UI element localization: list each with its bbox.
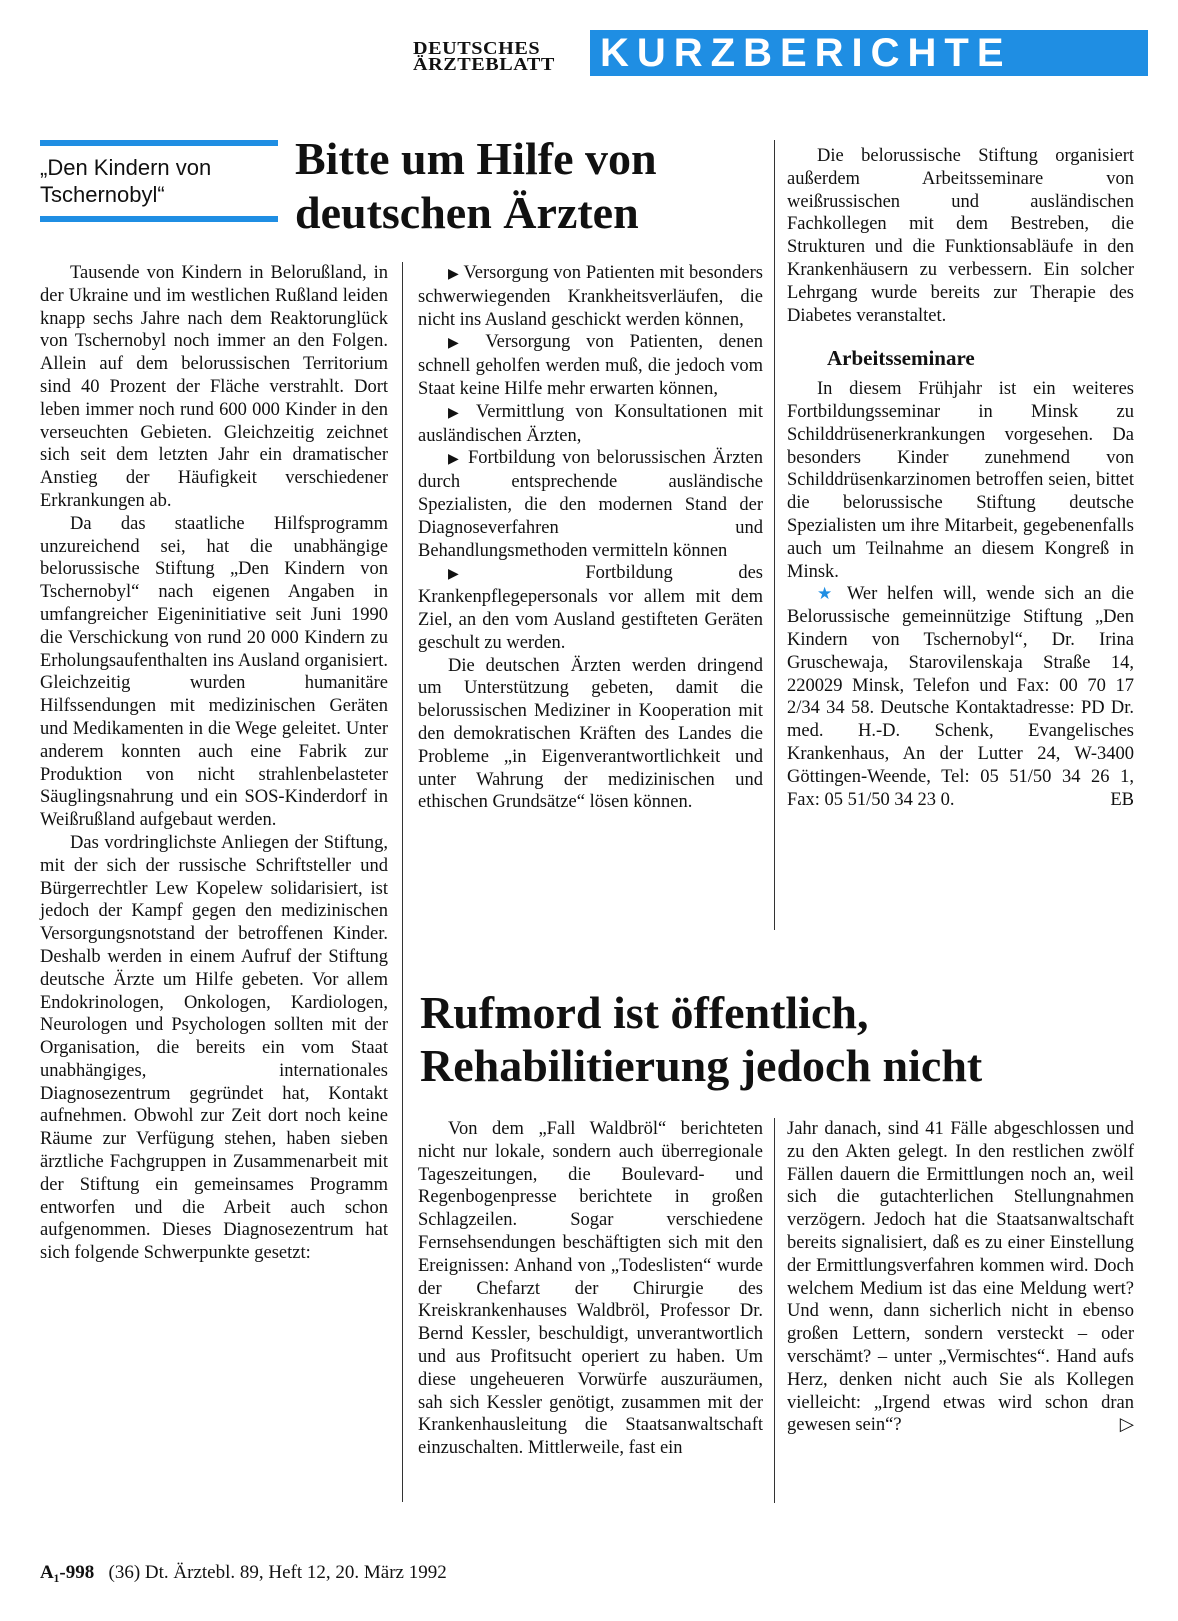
arrow-bullet-icon: ▶ [448, 335, 470, 352]
paragraph: Da das staatliche Hilfsprogramm unzureichend sei, hat die unabhängige belorussische Stiftung „Den Kindern von Tschernobyl“ nach eigenen Angaben in umfangreicher Eigeninitiative seit Juni 1990 die Verschickung von rund 20 000 Kindern zu Erholungsaufenthalten ins Ausland organisiert. Gleichzeitig wurden humanitäre Hilfssendungen mit medizinischen Geräten und Medikamenten in die Wege geleitet. Unter anderem konnten auch eine Fabrik zur Produktion von nicht strahlenbelasteter Säuglingsnahrung und ein SOS-Kinderdorf in Weißrußland aufgebaut werden. [40, 513, 388, 831]
bullet-item [418, 262, 763, 331]
bullet-item [418, 447, 763, 562]
paragraph: Die deutschen Ärzten werden dringend um Unterstützung gebeten, damit die belorussischen Mediziner in Kooperation mit den demokratischen Kräften des Landes die Probleme „in Eigenverantwortlichkeit und unter Wahrung der medizinischen und ethischen Grundsätze“ lösen können. [418, 655, 763, 813]
section-banner: KURZBERICHTE [590, 30, 1148, 76]
arrow-bullet-icon: ▶ [448, 451, 462, 468]
journal-logo [413, 40, 592, 72]
arrow-bullet-icon: ▶ [448, 266, 459, 282]
subheading: Arbeitsseminare [827, 346, 975, 371]
citation: (36) Dt. Ärztebl. 89, Heft 12, 20. März 1992 [108, 1562, 447, 1583]
article1-column-3 [787, 145, 1134, 811]
author-signature: EB [1110, 789, 1134, 810]
arrow-bullet-icon: ▶ [448, 566, 520, 583]
arrow-bullet-icon: ▶ [448, 404, 466, 421]
page-footer [40, 1562, 447, 1584]
paragraph: In diesem Frühjahr ist ein weiteres Fortbildungsseminar in Minsk zu Schilddrüsenerkrankungen vorgesehen. Da besonders Kinder zunehmend von Schilddrüsenkarzinomen betroffen seien, bittet die belorussische Stiftung deutsche Spezialisten um ihre Mitarbeit, gegebenenfalls auch um Teilnahme an diesem Kongreß in Minsk. [787, 379, 1134, 582]
article1-column-2 [418, 262, 763, 814]
bullet-text: Fortbildung des Krankenpflegepersonals vor allem mit dem Ziel, an den vom Ausland gestifteten Geräten geschult zu werden. [418, 563, 763, 653]
article2-column-1 [418, 1118, 763, 1460]
paragraph: Von dem „Fall Waldbröl“ berichteten nicht nur lokale, sondern auch überregionale Tageszeitungen, die Boulevard- und Regenbogenpresse berichtete in großen Schlagzeilen. Sogar verschiedene Fernsehsendungen beschäftigten sich mit den Ereignissen: Anhand von „Todeslisten“ wurde der Chefarzt der Chirurgie des Kreiskrankenhauses Waldbröl, Professor Dr. Bernd Kessler, beschuldigt, unverantwortlich und aus Profitsucht operiert zu haben. Um diese ungeheueren Vorwürfe auszuräumen, sah sich Kessler genötigt, zusammen mit der Krankenhausleitung die Staatsanwaltschaft einzuschalten. Mittlerweile, fast ein [418, 1119, 763, 1459]
contact-text: Wer helfen will, wende sich an die Belorussische gemeinnützige Stiftung „Den Kindern von Tschernobyl“, Dr. Irina Gruschewaja, Starovilenskaja Straße 14, 220029 Minsk, Telefon und Fax: 00 70 17 2/34 34 58. Deutsche Kontaktadresse: PD Dr. med. H.-D. Schenk, Evangelisches Krankenhaus, An der Lutter 24, W-3400 Göttingen-Weende, Tel: 05 51/50 34 26 1, Fax: 05 51/50 34 23 0. [787, 584, 1134, 810]
kicker-bottom-bar [40, 216, 278, 222]
article1-column-1 [40, 262, 388, 1265]
page-code: A₁-998 [40, 1562, 95, 1583]
bullet-item [418, 562, 763, 654]
bullet-text: Fortbildung von belorussischen Ärzten durch entsprechende ausländische Spezialisten, die den modernen Stand der Diagnoseverfahren und Behandlungsmethoden vermitteln können [418, 448, 764, 561]
bullet-text: Versorgung von Patienten, denen schnell geholfen werden muß, die jedoch vom Staat keine Hilfe mehr erwarten können, [418, 332, 763, 399]
bullet-text: Vermittlung von Konsultationen mit ausländischen Ärzten, [418, 401, 763, 446]
paragraph: Das vordringlichste Anliegen der Stiftung, mit der sich der russische Schriftsteller und Bürgerrechtler Lew Kopelew solidarisiert, ist jedoch der Kampf gegen den medizinischen Versorgungsnotstand der betroffenen Kinder. Deshalb werden in einem Aufruf der Stiftung deutsche Ärzte um Hilfe gebeten. Vor allem Endokrinologen, Onkologen, Kardiologen, Neurologen und Psychologen sollten mit der Organisation, die bereits ein vom Staat unabhängiges, internationales Diagnosezentrum gegründet hat, Kontakt aufnehmen. Obwohl zur Zeit dort noch keine Räume zur Verfügung stehen, haben sieben ärztliche Fachgruppen in Zusammenarbeit mit der Stiftung ein gemeinsames Programm entworfen und die Arbeit auch schon aufgenommen. Dieses Diagnosezentrum hat sich folgende Schwerpunkte gesetzt: [40, 832, 388, 1264]
column-rule [774, 140, 775, 930]
paragraph: Tausende von Kindern in Belorußland, in der Ukraine und im westlichen Rußland leiden knapp sechs Jahre nach dem Reaktorunglück von Tschernobyl noch immer an den Folgen. Allein auf dem belorussischen Territorium sind 40 Prozent der Fläche verstrahlt. Dort leben immer noch rund 600 000 Kinder in den verseuchten Gebieten. Gleichzeitig zeichnet sich seit dem letzten Jahr ein dramatischer Anstieg der Häufigkeit verschiedener Erkrankungen ab. [40, 263, 388, 511]
bullet-item [418, 401, 763, 448]
contact-paragraph [787, 583, 1134, 811]
article1-headline: Bitte um Hilfe von deutschen Ärzten [295, 133, 657, 238]
article-kicker [40, 140, 278, 222]
paragraph-text: Jahr danach, sind 41 Fälle abgeschlossen und zu den Akten gelegt. In den restlichen zwölf Fällen dauern die Ermittlungen noch an, weil sich die gutachterlichen Stellungnahmen verzögern. Jedoch hat die Staatsanwaltschaft bereits signalisiert, daß es zu einer Einstellung der Ermittlungsverfahren kommen wird. Doch welchem Medium ist das eine Meldung wert? Und wenn, dann sicherlich nicht in ebenso großen Lettern, sondern versteckt – oder verschämt? – unter „Vermischtes“. Hand aufs Herz, denken nicht auch Sie als Kollegen vielleicht: „Irgend etwas wird schon dran gewesen sein“? [787, 1119, 1134, 1436]
bullet-text: Versorgung von Patienten mit besonders schwerwiegenden Krankheitsverläufen, die nicht ins Ausland geschickt werden können, [418, 263, 763, 330]
star-icon: ★ [817, 584, 838, 605]
journal-name-line1: DEUTSCHES [413, 38, 541, 58]
column-rule [402, 262, 403, 1502]
column-rule [774, 1118, 775, 1503]
masthead [0, 0, 1178, 90]
article2-headline: Rufmord ist öffentlich, Rehabilitierung jedoch nicht [420, 987, 983, 1091]
article2-column-2 [787, 1118, 1134, 1437]
continue-arrow-icon: ▷ [1119, 1415, 1134, 1436]
kicker-text: „Den Kindern von Tschernobyl“ [40, 155, 212, 207]
journal-name-line2: ÄRZTEBLATT [413, 54, 555, 74]
paragraph [787, 1118, 1134, 1437]
paragraph: Die belorussische Stiftung organisiert außerdem Arbeitsseminare von weißrussischen und ausländischen Fachkollegen mit dem Bestreben, die Strukturen und die Funktionsabläufe in den Krankenhäusern zu verbessern. Ein solcher Lehrgang wurde bereits zur Therapie des Diabetes veranstaltet. [787, 146, 1134, 326]
bullet-item [418, 331, 763, 400]
